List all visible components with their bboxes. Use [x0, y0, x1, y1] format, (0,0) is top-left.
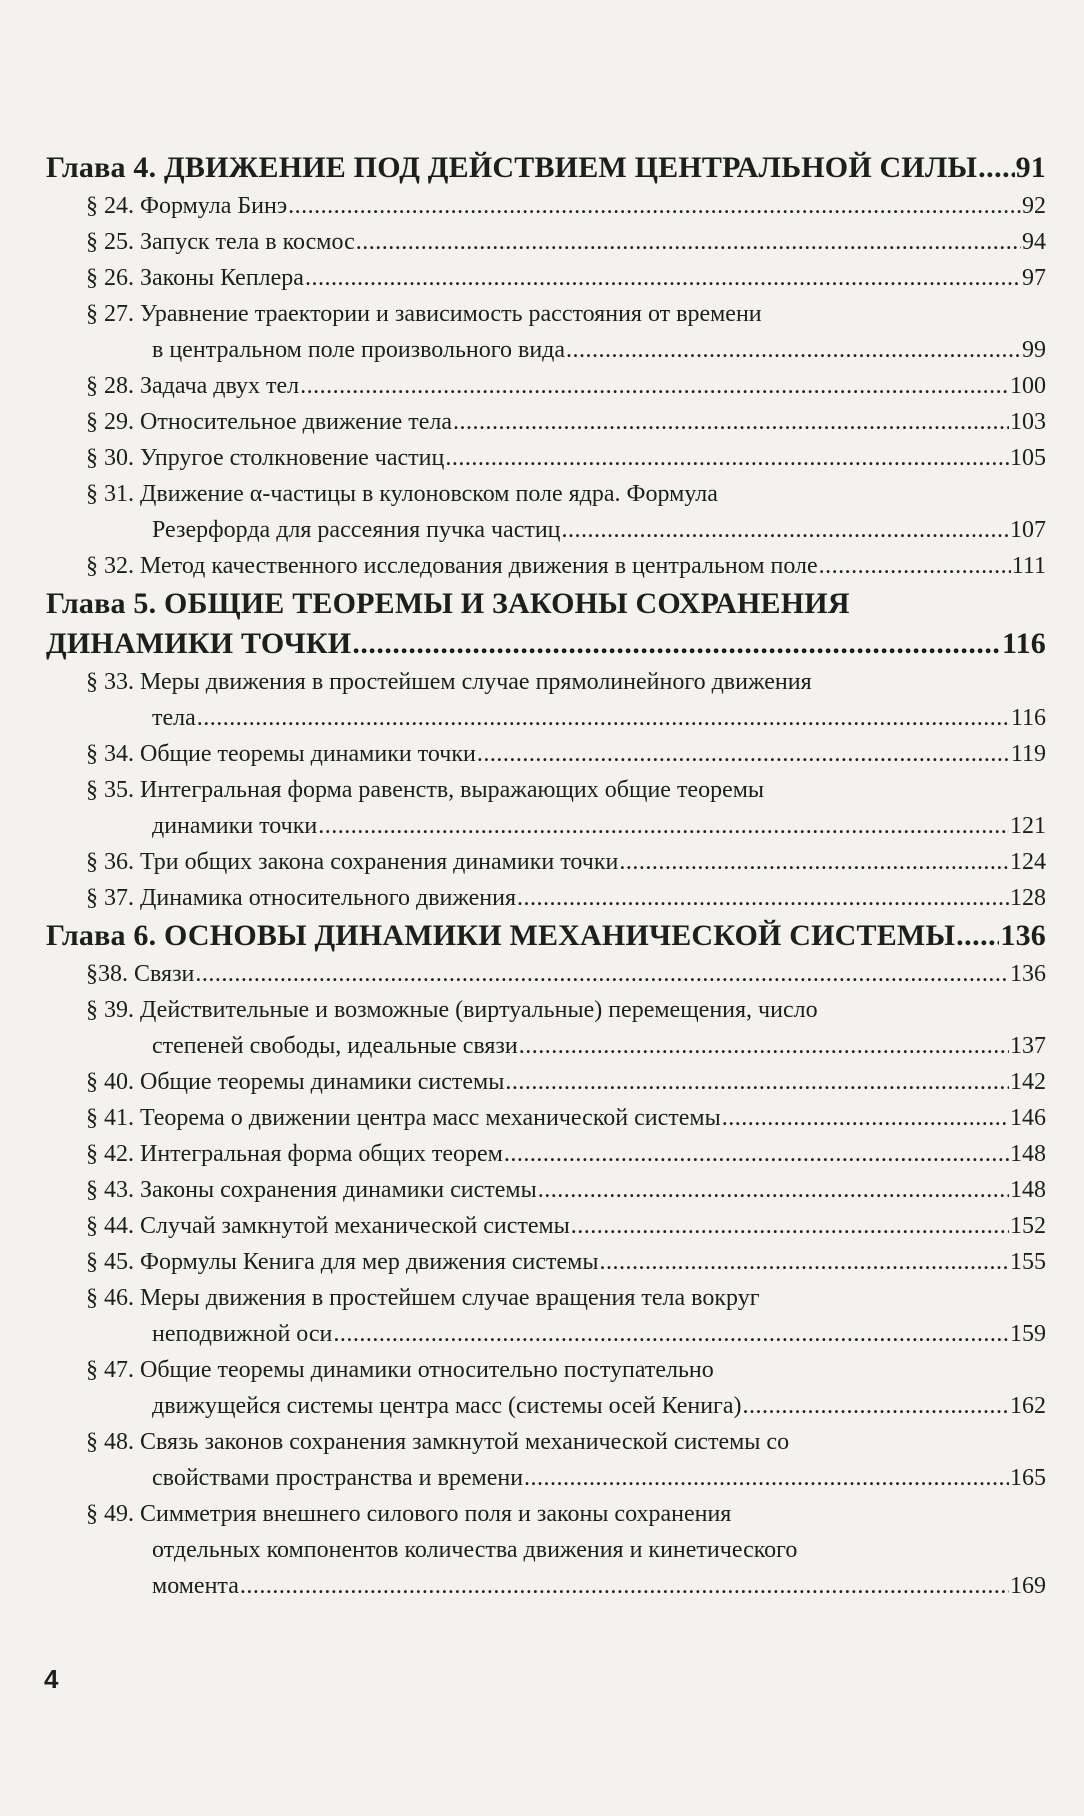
- toc-entry[interactable]: [86, 440, 1046, 476]
- section-number: § 28.: [86, 373, 134, 399]
- toc-entry-line: [86, 736, 1046, 772]
- toc-entry-line: [86, 368, 1046, 404]
- toc-entry[interactable]: [86, 992, 1046, 1064]
- section-number: § 39.: [86, 997, 134, 1023]
- toc-entry-line: [86, 260, 1046, 296]
- section-page-number: 136: [1010, 961, 1046, 987]
- toc-entry[interactable]: [86, 1424, 1046, 1496]
- section-title-text: динамики точки: [152, 813, 318, 839]
- leader-dots: [445, 440, 1009, 476]
- toc-entry-line: [86, 440, 1046, 476]
- section-number: § 37.: [86, 885, 134, 911]
- section-page-number: 94: [1022, 229, 1046, 255]
- section-number: § 45.: [86, 1249, 134, 1275]
- section-title-text: Относительное движение тела: [140, 409, 453, 435]
- leader-dots: [538, 1172, 1009, 1208]
- section-number: § 25.: [86, 229, 134, 255]
- leader-dots: [504, 1136, 1009, 1172]
- section-title-text: Законы сохранения динамики системы: [140, 1177, 537, 1203]
- section-number: § 36.: [86, 849, 134, 875]
- toc-entry[interactable]: [86, 1208, 1046, 1244]
- chapter-page-number: 91: [1015, 151, 1046, 184]
- chapter-heading-line: [46, 148, 1046, 188]
- toc-entry-line: [86, 296, 1046, 332]
- section-title-text: Метод качественного исследования движения в центральном поле: [140, 553, 818, 579]
- toc-entry[interactable]: [86, 476, 1046, 548]
- toc-entry-line: [86, 1316, 1046, 1352]
- toc-entry-line: [86, 844, 1046, 880]
- toc-entry[interactable]: [86, 880, 1046, 916]
- section-title-text: в центральном поле произвольного вида: [152, 337, 566, 363]
- section-number: § 47.: [86, 1357, 134, 1383]
- section-title-text: Законы Кеплера: [140, 265, 304, 291]
- leader-dots: [819, 548, 1011, 584]
- section-page-number: 116: [1010, 705, 1046, 731]
- section-number: § 27.: [86, 301, 134, 327]
- section-page-number: 165: [1010, 1465, 1046, 1491]
- toc-entry-line: [86, 664, 1046, 700]
- section-page-number: 124: [1010, 849, 1046, 875]
- section-title-text: Три общих закона сохранения динамики точки: [140, 849, 619, 875]
- toc-entry[interactable]: [86, 1136, 1046, 1172]
- toc-entry[interactable]: [86, 368, 1046, 404]
- section-page-number: 159: [1010, 1321, 1046, 1347]
- leader-dots: [352, 624, 1001, 664]
- leader-dots: [566, 332, 1021, 368]
- toc-entry[interactable]: [86, 296, 1046, 368]
- toc-entry-line: [86, 404, 1046, 440]
- section-number: § 49.: [86, 1501, 134, 1527]
- section-title-text: Движение α-частицы в кулоновском поле ядра. Формула: [140, 481, 718, 507]
- section-page-number: 100: [1010, 373, 1046, 399]
- section-title-text: момента: [152, 1573, 239, 1599]
- toc-entry-line: [86, 512, 1046, 548]
- section-title-text: Упругое столкновение частиц: [140, 445, 445, 471]
- leader-dots: [619, 844, 1009, 880]
- toc-entry-line: [86, 1424, 1046, 1460]
- toc-entry-line: [86, 224, 1046, 260]
- toc-entry[interactable]: [86, 736, 1046, 772]
- leader-dots: [305, 260, 1021, 296]
- section-title-text: движущейся системы центра масс (системы осей Кенига): [152, 1393, 742, 1419]
- section-title-text: Меры движения в простейшем случае прямолинейного движения: [140, 669, 812, 695]
- toc-entry-line: [86, 188, 1046, 224]
- section-page-number: 155: [1010, 1249, 1046, 1275]
- toc-entry-line: [86, 956, 1046, 992]
- toc-entry-line: [86, 1028, 1046, 1064]
- section-number: § 32.: [86, 553, 134, 579]
- section-number: § 24.: [86, 193, 134, 219]
- leader-dots: [356, 224, 1021, 260]
- toc-entry-line: [86, 1172, 1046, 1208]
- section-title-text: отдельных компонентов количества движения и кинетического: [152, 1537, 798, 1563]
- section-title-text: свойствами пространства и времени: [152, 1465, 524, 1491]
- toc-entry[interactable]: [86, 404, 1046, 440]
- toc-entry[interactable]: [86, 548, 1046, 584]
- section-title-text: Интегральная форма равенств, выражающих общие теоремы: [140, 777, 765, 803]
- section-page-number: 162: [1010, 1393, 1046, 1419]
- section-page-number: 128: [1010, 885, 1046, 911]
- toc-entry-line: [86, 700, 1046, 736]
- section-page-number: 105: [1010, 445, 1046, 471]
- section-title-text: Запуск тела в космос: [140, 229, 355, 255]
- toc-entry[interactable]: [86, 1172, 1046, 1208]
- toc-entry-line: [86, 476, 1046, 512]
- section-number: § 29.: [86, 409, 134, 435]
- toc-entry[interactable]: [86, 260, 1046, 296]
- section-number: § 30.: [86, 445, 134, 471]
- toc-entry-line: [86, 1100, 1046, 1136]
- page-number: 4: [44, 1664, 59, 1694]
- toc-entry-line: [86, 1568, 1046, 1604]
- chapter-heading-line: [46, 624, 1046, 664]
- table-of-contents: [0, 148, 1084, 1604]
- toc-entry-line: [86, 1460, 1046, 1496]
- toc-entry-line: [86, 332, 1046, 368]
- toc-entry[interactable]: [86, 1064, 1046, 1100]
- toc-entry[interactable]: [86, 1496, 1046, 1604]
- section-title-text: Связи: [134, 961, 195, 987]
- section-number: § 26.: [86, 265, 134, 291]
- toc-entry[interactable]: [86, 664, 1046, 736]
- leader-dots: [562, 512, 1009, 548]
- section-page-number: 103: [1010, 409, 1046, 435]
- leader-dots: [240, 1568, 1009, 1604]
- section-number: § 46.: [86, 1285, 134, 1311]
- toc-entry-line: [86, 1136, 1046, 1172]
- section-page-number: 111: [1011, 553, 1046, 579]
- section-page-number: 169: [1010, 1573, 1046, 1599]
- section-page-number: 99: [1022, 337, 1046, 363]
- chapter-heading-line: [46, 584, 1046, 624]
- leader-dots: [195, 956, 1009, 992]
- toc-entry[interactable]: [86, 1100, 1046, 1136]
- toc-entry-line: [86, 1244, 1046, 1280]
- leader-dots: [599, 1244, 1009, 1280]
- leader-dots: [571, 1208, 1009, 1244]
- leader-dots: [453, 404, 1009, 440]
- section-page-number: 148: [1010, 1141, 1046, 1167]
- chapter-title-text: ДИНАМИКИ ТОЧКИ: [46, 627, 352, 660]
- toc-entry[interactable]: [86, 1244, 1046, 1280]
- toc-entry-line: [86, 808, 1046, 844]
- section-number: § 41.: [86, 1105, 134, 1131]
- chapter-heading[interactable]: [46, 148, 1046, 188]
- chapter-heading[interactable]: [46, 916, 1046, 956]
- chapter-title-text: Глава 5. ОБЩИЕ ТЕОРЕМЫ И ЗАКОНЫ СОХРАНЕНИЯ: [46, 587, 850, 620]
- leader-dots: [519, 1028, 1009, 1064]
- leader-dots: [318, 808, 1009, 844]
- section-number: § 35.: [86, 777, 134, 803]
- toc-entry-line: [86, 1388, 1046, 1424]
- leader-dots: [743, 1388, 1009, 1424]
- leader-dots: [197, 700, 1010, 736]
- toc-entry-line: [86, 1496, 1046, 1532]
- section-title-text: неподвижной оси: [152, 1321, 333, 1347]
- section-title-text: Симметрия внешнего силового поля и законы сохранения: [140, 1501, 732, 1527]
- section-title-text: Резерфорда для рассеяния пучка частиц: [152, 517, 561, 543]
- chapter-page-number: 136: [1000, 919, 1046, 952]
- section-number: § 44.: [86, 1213, 134, 1239]
- leader-dots: [978, 148, 1014, 188]
- toc-entry-line: [86, 1280, 1046, 1316]
- section-page-number: 97: [1022, 265, 1046, 291]
- leader-dots: [517, 880, 1009, 916]
- leader-dots: [524, 1460, 1009, 1496]
- section-title-text: Меры движения в простейшем случае вращения тела вокруг: [140, 1285, 760, 1311]
- section-page-number: 119: [1010, 741, 1046, 767]
- chapter-heading-line: [46, 916, 1046, 956]
- section-number: § 43.: [86, 1177, 134, 1203]
- toc-entry[interactable]: [86, 844, 1046, 880]
- leader-dots: [722, 1100, 1009, 1136]
- section-title-text: степеней свободы, идеальные связи: [152, 1033, 518, 1059]
- section-title-text: Задача двух тел: [140, 373, 300, 399]
- section-title-text: Общие теоремы динамики относительно поступательно: [140, 1357, 714, 1383]
- leader-dots: [505, 1064, 1009, 1100]
- section-page-number: 148: [1010, 1177, 1046, 1203]
- toc-entry-line: [86, 548, 1046, 584]
- toc-entry[interactable]: [86, 188, 1046, 224]
- leader-dots: [300, 368, 1009, 404]
- section-number: §38.: [86, 961, 128, 987]
- toc-entry-line: [86, 992, 1046, 1028]
- toc-entry-line: [86, 772, 1046, 808]
- toc-entry-line: [86, 1532, 1046, 1568]
- section-title-text: Теорема о движении центра масс механической системы: [140, 1105, 721, 1131]
- section-title-text: Общие теоремы динамики системы: [140, 1069, 505, 1095]
- section-page-number: 142: [1010, 1069, 1046, 1095]
- leader-dots: [956, 916, 999, 956]
- leader-dots: [477, 736, 1010, 772]
- section-page-number: 152: [1010, 1213, 1046, 1239]
- section-number: § 42.: [86, 1141, 134, 1167]
- toc-entry[interactable]: [86, 956, 1046, 992]
- toc-entry-line: [86, 1352, 1046, 1388]
- section-title-text: Действительные и возможные (виртуальные) перемещения, число: [140, 997, 818, 1023]
- chapter-heading[interactable]: [46, 584, 1046, 664]
- section-page-number: 146: [1010, 1105, 1046, 1131]
- leader-dots: [288, 188, 1021, 224]
- section-page-number: 121: [1010, 813, 1046, 839]
- section-title-text: Общие теоремы динамики точки: [140, 741, 476, 767]
- chapter-page-number: 116: [1002, 627, 1046, 660]
- section-number: § 34.: [86, 741, 134, 767]
- section-number: § 48.: [86, 1429, 134, 1455]
- section-title-text: Динамика относительного движения: [140, 885, 516, 911]
- section-title-text: Случай замкнутой механической системы: [140, 1213, 570, 1239]
- section-page-number: 137: [1010, 1033, 1046, 1059]
- section-title-text: Уравнение траектории и зависимость расстояния от времени: [140, 301, 762, 327]
- section-number: § 31.: [86, 481, 134, 507]
- toc-entry[interactable]: [86, 772, 1046, 844]
- toc-entry-line: [86, 1208, 1046, 1244]
- toc-entry[interactable]: [86, 224, 1046, 260]
- chapter-title-text: Глава 4. ДВИЖЕНИЕ ПОД ДЕЙСТВИЕМ ЦЕНТРАЛЬНОЙ СИЛЫ: [46, 151, 978, 184]
- toc-entry-line: [86, 1064, 1046, 1100]
- leader-dots: [333, 1316, 1009, 1352]
- section-number: § 40.: [86, 1069, 134, 1095]
- section-title-text: Связь законов сохранения замкнутой механической системы со: [140, 1429, 790, 1455]
- section-page-number: 92: [1022, 193, 1046, 219]
- toc-entry[interactable]: [86, 1280, 1046, 1352]
- section-title-text: тела: [152, 705, 196, 731]
- section-page-number: 107: [1010, 517, 1046, 543]
- toc-entry[interactable]: [86, 1352, 1046, 1424]
- section-title-text: Формулы Кенига для мер движения системы: [140, 1249, 599, 1275]
- section-number: § 33.: [86, 669, 134, 695]
- toc-entry-line: [86, 880, 1046, 916]
- section-title-text: Формула Бинэ: [140, 193, 288, 219]
- section-title-text: Интегральная форма общих теорем: [140, 1141, 503, 1167]
- chapter-title-text: Глава 6. ОСНОВЫ ДИНАМИКИ МЕХАНИЧЕСКОЙ СИСТЕМЫ: [46, 919, 956, 952]
